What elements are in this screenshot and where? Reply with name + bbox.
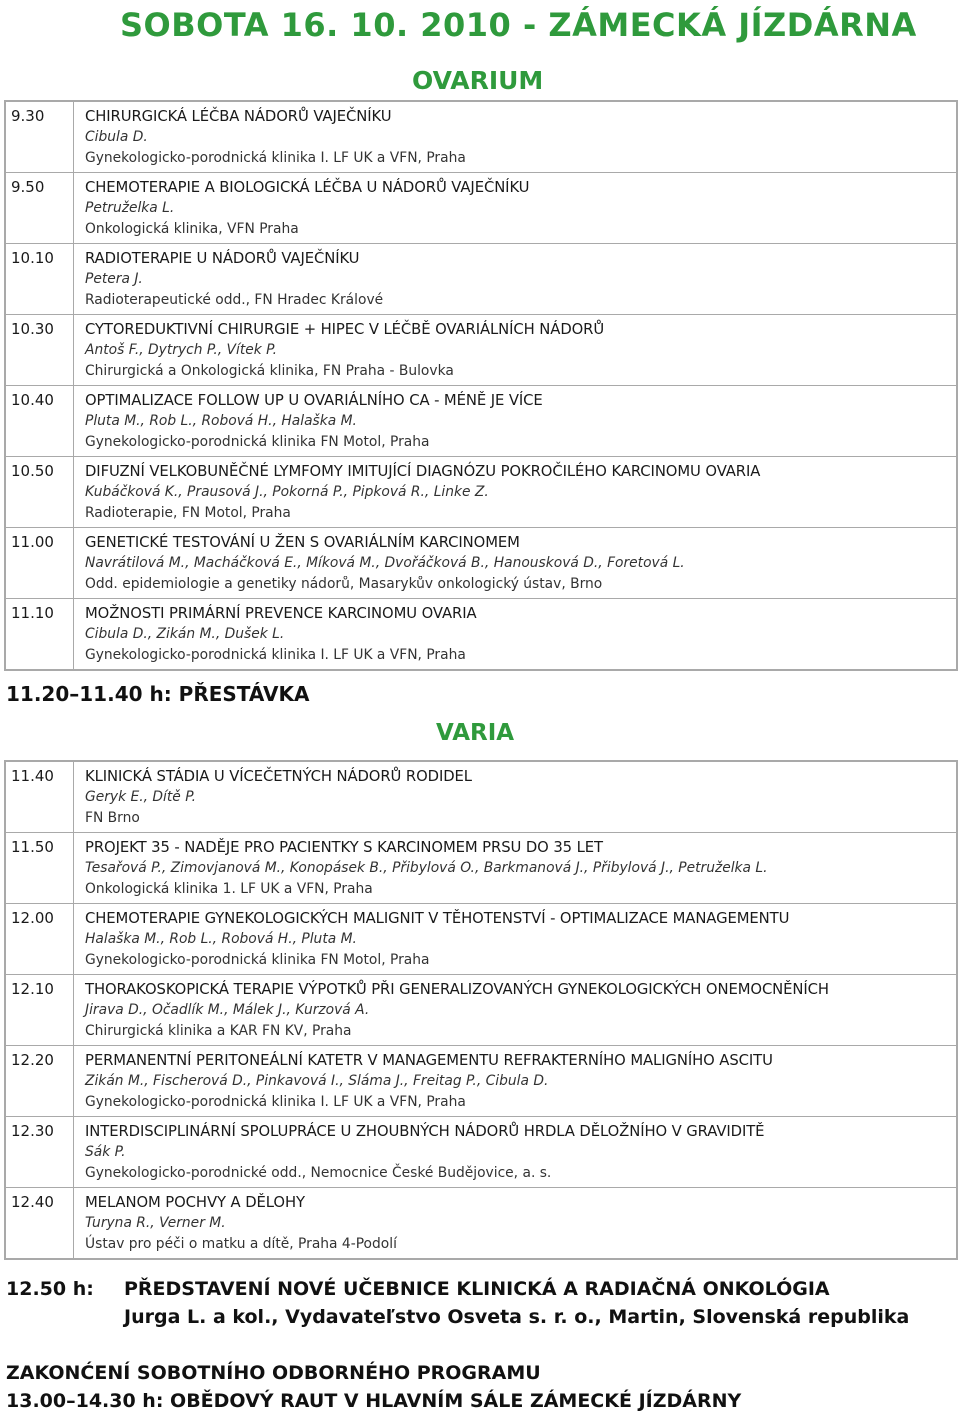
lecture-title: MELANOM POCHVY A DĚLOHY [85, 1193, 305, 1211]
lecture-authors: Jirava D., Očadlík M., Málek J., Kurzová A. [85, 1002, 370, 1018]
varia-program-table [4, 760, 958, 1260]
lecture-row [5, 975, 957, 1046]
lecture-title: MOŽNOSTI PRIMÁRNÍ PREVENCE KARCINOMU OVARIA [85, 604, 477, 622]
lecture-details [74, 386, 958, 457]
lecture-row [5, 1117, 957, 1188]
lecture-authors: Navrátilová M., Macháčková E., Míková M., Dvořáčková B., Hanousková D., Foretová L. [85, 555, 685, 571]
lecture-institution: Chirurgická a Onkologická klinika, FN Praha - Bulovka [85, 363, 454, 379]
lecture-title: GENETICKÉ TESTOVÁNÍ U ŽEN S OVARIÁLNÍM KARCINOMEM [85, 533, 520, 551]
lecture-institution: Onkologická klinika, VFN Praha [85, 221, 299, 237]
lecture-institution: Onkologická klinika 1. LF UK a VFN, Praha [85, 881, 373, 897]
lecture-institution: Ústav pro péči o matku a dítě, Praha 4-Podolí [85, 1236, 397, 1252]
lecture-row [5, 1188, 957, 1260]
book-presentation-line [6, 1278, 830, 1300]
lecture-details [74, 1046, 958, 1117]
lecture-row [5, 244, 957, 315]
closing-notice: ZAKONĆENÍ SOBOTNÍHO ODBORNÉHO PROGRAMU [6, 1362, 541, 1384]
lecture-authors: Cibula D. [85, 129, 148, 145]
lecture-details [74, 833, 958, 904]
lecture-title: THORAKOSKOPICKÁ TERAPIE VÝPOTKŮ PŘI GENERALIZOVANÝCH GYNEKOLOGICKÝCH ONEMOCNĚNÍCH [85, 980, 829, 998]
book-presentation-time: 12.50 h: [6, 1278, 94, 1300]
lecture-time: 12.20 [5, 1046, 74, 1117]
book-authors-line [6, 1306, 909, 1328]
lecture-time: 9.30 [5, 101, 74, 173]
lecture-authors: Geryk E., Dítě P. [85, 789, 197, 805]
lecture-details [74, 315, 958, 386]
lecture-title: DIFUZNÍ VELKOBUNĚČNÉ LYMFOMY IMITUJÍCÍ DIAGNÓZU POKROČILÉHO KARCINOMU OVARIA [85, 462, 761, 480]
lecture-time: 12.30 [5, 1117, 74, 1188]
lecture-authors: Sák P. [85, 1144, 126, 1160]
lecture-title: CHEMOTERAPIE GYNEKOLOGICKÝCH MALIGNIT V TĚHOTENSTVÍ - OPTIMALIZACE MANAGEMENTU [85, 909, 790, 927]
lecture-details [74, 975, 958, 1046]
lecture-institution: Gynekologicko-porodnické odd., Nemocnice České Budějovice, a. s. [85, 1165, 552, 1181]
break-notice: 11.20–11.40 h: PŘESTÁVKA [6, 682, 310, 706]
lecture-time: 12.40 [5, 1188, 74, 1260]
lecture-title: CHEMOTERAPIE A BIOLOGICKÁ LÉČBA U NÁDORŮ VAJEČNÍKU [85, 178, 530, 196]
lecture-time: 11.10 [5, 599, 74, 671]
lecture-authors: Halaška M., Rob L., Robová H., Pluta M. [85, 931, 357, 947]
lecture-authors: Zikán M., Fischerová D., Pinkavová I., Sláma J., Freitag P., Cibula D. [85, 1073, 549, 1089]
lecture-institution: Chirurgická klinika a KAR FN KV, Praha [85, 1023, 352, 1039]
lecture-row [5, 1046, 957, 1117]
lecture-title: OPTIMALIZACE FOLLOW UP U OVARIÁLNÍHO CA - MÉNĚ JE VÍCE [85, 391, 543, 409]
lecture-row [5, 599, 957, 671]
lecture-details [74, 761, 958, 833]
lecture-time: 11.40 [5, 761, 74, 833]
lecture-row [5, 528, 957, 599]
lecture-details [74, 101, 958, 173]
lecture-time: 9.50 [5, 173, 74, 244]
lecture-institution: Gynekologicko-porodnická klinika I. LF UK a VFN, Praha [85, 1094, 466, 1110]
lecture-time: 11.50 [5, 833, 74, 904]
lecture-institution: Radioterapie, FN Motol, Praha [85, 505, 291, 521]
lecture-row [5, 761, 957, 833]
lecture-authors: Cibula D., Zikán M., Dušek L. [85, 626, 285, 642]
lecture-authors: Turyna R., Verner M. [85, 1215, 226, 1231]
lecture-authors: Kubáčková K., Prausová J., Pokorná P., Pipková R., Linke Z. [85, 484, 489, 500]
lecture-time: 10.40 [5, 386, 74, 457]
lecture-row [5, 833, 957, 904]
page-title: SOBOTA 16. 10. 2010 - ZÁMECKÁ JÍZDÁRNA [120, 6, 917, 44]
lecture-details [74, 244, 958, 315]
lecture-institution: Gynekologicko-porodnická klinika FN Motol, Praha [85, 952, 430, 968]
lecture-time: 10.30 [5, 315, 74, 386]
book-presentation-title: PŘEDSTAVENÍ NOVÉ UČEBNICE KLINICKÁ A RADIAČNÁ ONKOLÓGIA [124, 1278, 830, 1300]
lecture-institution: Gynekologicko-porodnická klinika FN Motol, Praha [85, 434, 430, 450]
lecture-details [74, 599, 958, 671]
varia-lectures [5, 761, 957, 1259]
lecture-details [74, 528, 958, 599]
section-title-ovarium: OVARIUM [412, 66, 544, 95]
lecture-title: KLINICKÁ STÁDIA U VÍCEČETNÝCH NÁDORŮ RODIDEL [85, 767, 472, 785]
lecture-institution: Gynekologicko-porodnická klinika I. LF UK a VFN, Praha [85, 647, 466, 663]
lecture-title: CHIRURGICKÁ LÉČBA NÁDORŮ VAJEČNÍKU [85, 107, 392, 125]
lecture-title: PROJEKT 35 - NADĚJE PRO PACIENTKY S KARCINOMEM PRSU DO 35 LET [85, 838, 603, 856]
lecture-details [74, 904, 958, 975]
lecture-authors: Pluta M., Rob L., Robová H., Halaška M. [85, 413, 357, 429]
lecture-row [5, 457, 957, 528]
lunch-notice: 13.00–14.30 h: OBĚDOVÝ RAUT V HLAVNÍM SÁLE ZÁMECKÉ JÍZDÁRNY [6, 1390, 742, 1412]
ovarium-program-table [4, 100, 958, 671]
lecture-authors: Antoš F., Dytrych P., Vítek P. [85, 342, 277, 358]
lecture-title: RADIOTERAPIE U NÁDORŮ VAJEČNÍKU [85, 249, 360, 267]
lecture-details [74, 1117, 958, 1188]
lecture-authors: Petera J. [85, 271, 143, 287]
lecture-row [5, 315, 957, 386]
lecture-time: 12.10 [5, 975, 74, 1046]
lecture-time: 11.00 [5, 528, 74, 599]
lecture-authors: Petruželka L. [85, 200, 175, 216]
lecture-row [5, 173, 957, 244]
lecture-row [5, 386, 957, 457]
lecture-details [74, 457, 958, 528]
lecture-row [5, 904, 957, 975]
lecture-authors: Tesařová P., Zimovjanová M., Konopásek B., Přibylová O., Barkmanová J., Přibylová J., Petruželka L. [85, 860, 768, 876]
lecture-institution: Radioterapeutické odd., FN Hradec Králové [85, 292, 384, 308]
lecture-time: 10.10 [5, 244, 74, 315]
lecture-row [5, 101, 957, 173]
lecture-title: INTERDISCIPLINÁRNÍ SPOLUPRÁCE U ZHOUBNÝCH NÁDORŮ HRDLA DĚLOŽNÍHO V GRAVIDITĚ [85, 1122, 765, 1140]
lecture-details [74, 173, 958, 244]
book-authors: Jurga L. a kol., Vydavateľstvo Osveta s. r. o., Martin, Slovenská republika [124, 1306, 910, 1328]
lecture-institution: FN Brno [85, 810, 140, 826]
lecture-institution: Gynekologicko-porodnická klinika I. LF UK a VFN, Praha [85, 150, 466, 166]
lecture-institution: Odd. epidemiologie a genetiky nádorů, Masarykův onkologický ústav, Brno [85, 576, 603, 592]
lecture-time: 12.00 [5, 904, 74, 975]
lecture-time: 10.50 [5, 457, 74, 528]
lecture-title: PERMANENTNÍ PERITONEÁLNÍ KATETR V MANAGEMENTU REFRAKTERNÍHO MALIGNÍHO ASCITU [85, 1051, 773, 1069]
section-title-varia: VARIA [436, 720, 515, 746]
ovarium-lectures [5, 101, 957, 670]
lecture-title: CYTOREDUKTIVNÍ CHIRURGIE + HIPEC V LÉČBĚ OVARIÁLNÍCH NÁDORŮ [85, 320, 605, 338]
lecture-details [74, 1188, 958, 1260]
